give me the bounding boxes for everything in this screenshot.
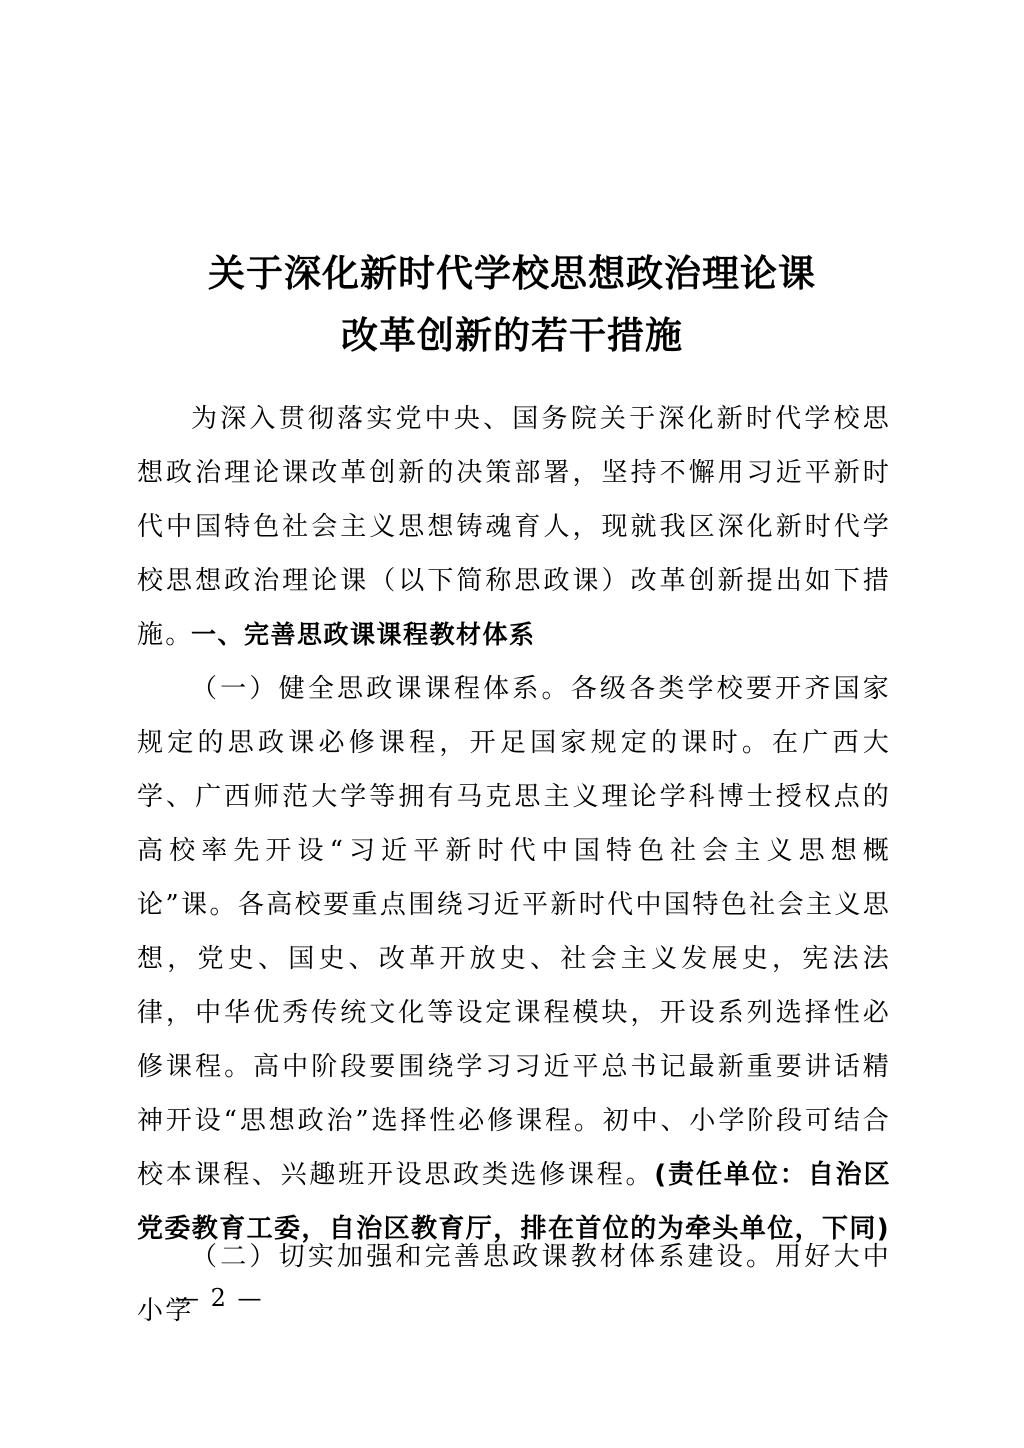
item-1-text: （一）健全思政课课程体系。各级各类学校要开齐国家规定的思政课必修课程，开足国家规定的课时。在广西大学、广西师范大学等拥有马克思主义理论学科博士授权点的高校率先开设“习近平新时代中国特色社会主义思想概论”课。各高校要重点围绕习近平新时代中国特色社会主义思想，党史、国史、改革开放史、社会主义发展史，宪法法律，中华优秀传统文化等设定课程模块，开设系列选择性必修课程。高中阶段要围绕学习习近平总书记最新重要讲话精神开设“思想政治”选择性必修课程。初中、小学阶段可结合校本课程、兴趣班开设思政类选修课程。 xyxy=(137,674,891,1190)
page-number: — 2 — xyxy=(175,1284,264,1312)
document-title-line-2: 改革创新的若干措施 xyxy=(341,314,683,357)
document-title-line-1: 关于深化新时代学校思想政治理论课 xyxy=(208,252,816,295)
item-2-paragraph: （二）切实加强和完善思政课教材体系建设。用好大中小学 xyxy=(137,1242,891,1326)
item-1-paragraph xyxy=(137,662,891,1256)
item-1-responsibility: (责任单位：自治区党委教育工委，自治区教育厅，排在首位的为牵头单位，下同) xyxy=(137,1160,891,1244)
intro-paragraph: 为深入贯彻落实党中央、国务院关于深化新时代学校思想政治理论课改革创新的决策部署，坚持不懈用习近平新时代中国特色社会主义思想铸魂育人，现就我区深化新时代学校思想政治理论课（以下简称思政课）改革创新提出如下措施。 xyxy=(137,404,891,650)
section-1-heading: 一、完善思政课课程教材体系 xyxy=(191,620,536,649)
